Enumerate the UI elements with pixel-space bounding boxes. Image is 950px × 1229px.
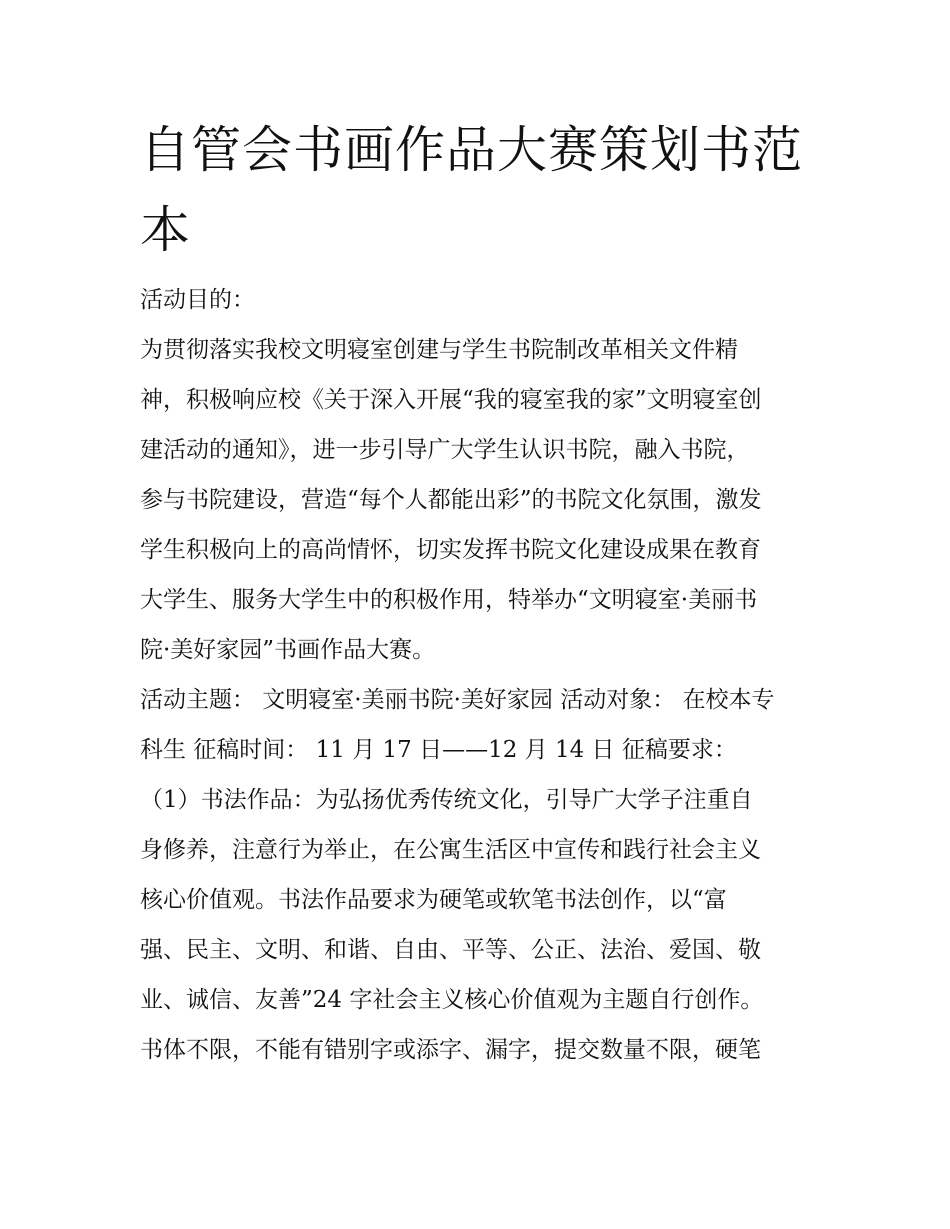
body-line: 学生积极向上的高尚情怀，切实发挥书院文化建设成果在教育 — [140, 537, 761, 563]
body-line: 建活动的通知》，进一步引导广大学生认识书院，融入书院， — [140, 437, 750, 463]
body-line: 强、民主、文明、和谐、自由、平等、公正、法治、爱国、敬 — [140, 937, 761, 963]
body-line: 核心价值观。书法作品要求为硬笔或软笔书法创作，以“富 — [140, 887, 727, 913]
document-body — [140, 280, 830, 1080]
body-line: 院·美好家园”书画作品大赛。 — [140, 637, 436, 663]
body-line: 活动主题： 文明寝室·美丽书院·美好家园 活动对象： 在校本专 — [140, 687, 775, 713]
body-line: 为贯彻落实我校文明寝室创建与学生书院制改革相关文件精 — [140, 337, 738, 363]
body-line: 身修养，注意行为举止，在公寓生活区中宣传和践行社会主义 — [140, 837, 761, 863]
body-line: 活动目的： — [140, 287, 255, 313]
body-line: 参与书院建设，营造“每个人都能出彩”的书院文化氛围，激发 — [140, 487, 762, 513]
body-line: 神，积极响应校《关于深入开展“我的寝室我的家”文明寝室创 — [140, 387, 762, 413]
body-line: 业、诚信、友善”24 字社会主义核心价值观为主题自行创作。 — [140, 987, 764, 1013]
body-line: 科生 征稿时间： 11 月 17 日——12 月 14 日 征稿要求： — [140, 737, 737, 763]
body-line: 书体不限，不能有错别字或添字、漏字，提交数量不限，硬笔 — [140, 1037, 761, 1063]
document-title: 自管会书画作品大赛策划书范本 — [140, 121, 803, 259]
body-line: 大学生、服务大学生中的积极作用，特举办“文明寝室·美丽书 — [140, 587, 758, 613]
body-line: （1）书法作品：为弘扬优秀传统文化，引导广大学子注重自 — [140, 787, 753, 813]
